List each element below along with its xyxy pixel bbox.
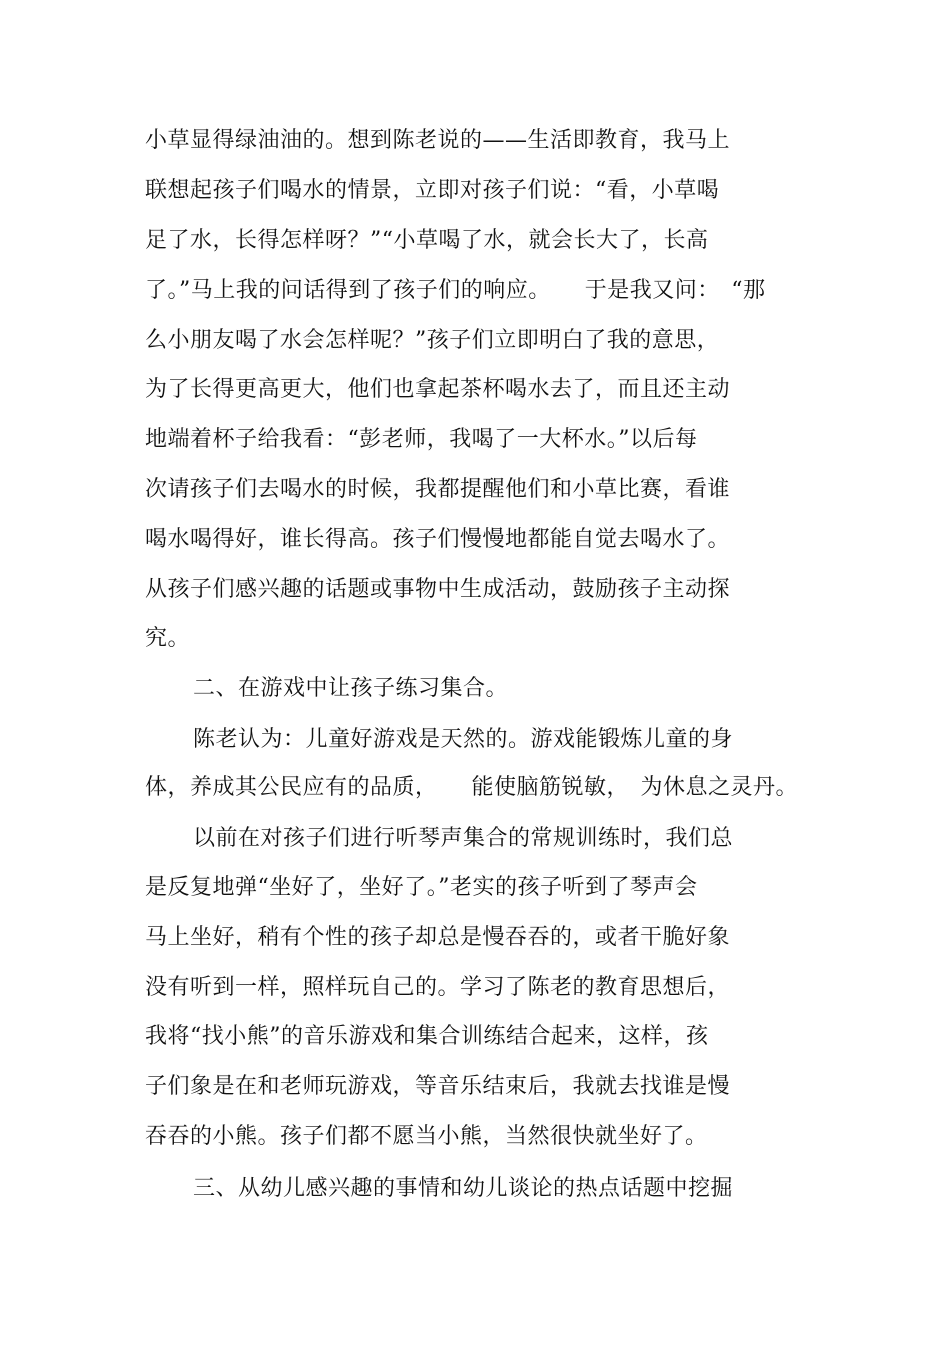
text-line: 足了水，长得怎样呀？”“小草喝了水，就会长大了，长高: [145, 228, 709, 253]
text-line: 喝水喝得好，谁长得高。孩子们慢慢地都能自觉去喝水了。: [145, 527, 731, 552]
text-line: 小草显得绿油油的。想到陈老说的——生活即教育，我马上: [145, 128, 731, 153]
section-heading: 二、在游戏中让孩子练习集合。: [193, 676, 509, 701]
text-line: 究。: [145, 626, 191, 651]
text-line: 陈老认为：儿童好游戏是天然的。游戏能锻炼儿童的身: [193, 727, 734, 752]
text-line: 体，养成其公民应有的品质， 能使脑筋锐敏， 为休息之灵丹。: [145, 775, 799, 800]
text-line: 吞吞的小熊。孩子们都不愿当小熊，当然很快就坐好了。: [145, 1124, 708, 1149]
text-line: 马上坐好，稍有个性的孩子却总是慢吞吞的，或者干脆好象: [145, 925, 731, 950]
text-line: 子们象是在和老师玩游戏，等音乐结束后，我就去找谁是慢: [145, 1074, 731, 1099]
text-line: 次请孩子们去喝水的时候，我都提醒他们和小草比赛，看谁: [145, 477, 731, 502]
text-line: 联想起孩子们喝水的情景，立即对孩子们说：“看，小草喝: [145, 178, 720, 203]
text-line: 我将“找小熊”的音乐游戏和集合训练结合起来，这样，孩: [145, 1024, 709, 1049]
text-line: 了。”马上我的问话得到了孩子们的响应。 于是我又问： “那: [145, 278, 766, 303]
text-line: 为了长得更高更大，他们也拿起茶杯喝水去了，而且还主动: [145, 377, 731, 402]
text-line: 是反复地弹“坐好了，坐好了。”老实的孩子听到了琴声会: [145, 875, 698, 900]
text-line: 以前在对孩子们进行听琴声集合的常规训练时，我们总: [193, 826, 734, 851]
text-line: 地端着杯子给我看：“彭老师，我喝了一大杯水。”以后每: [145, 427, 698, 452]
text-line: 没有听到一样，照样玩自己的。学习了陈老的教育思想后，: [145, 975, 731, 1000]
text-line: 么小朋友喝了水会怎样呢？”孩子们立即明白了我的意思，: [145, 328, 720, 353]
text-line: 从孩子们感兴趣的话题或事物中生成活动，鼓励孩子主动探: [145, 577, 731, 602]
section-heading: 三、从幼儿感兴趣的事情和幼儿谈论的热点话题中挖掘: [193, 1176, 734, 1201]
